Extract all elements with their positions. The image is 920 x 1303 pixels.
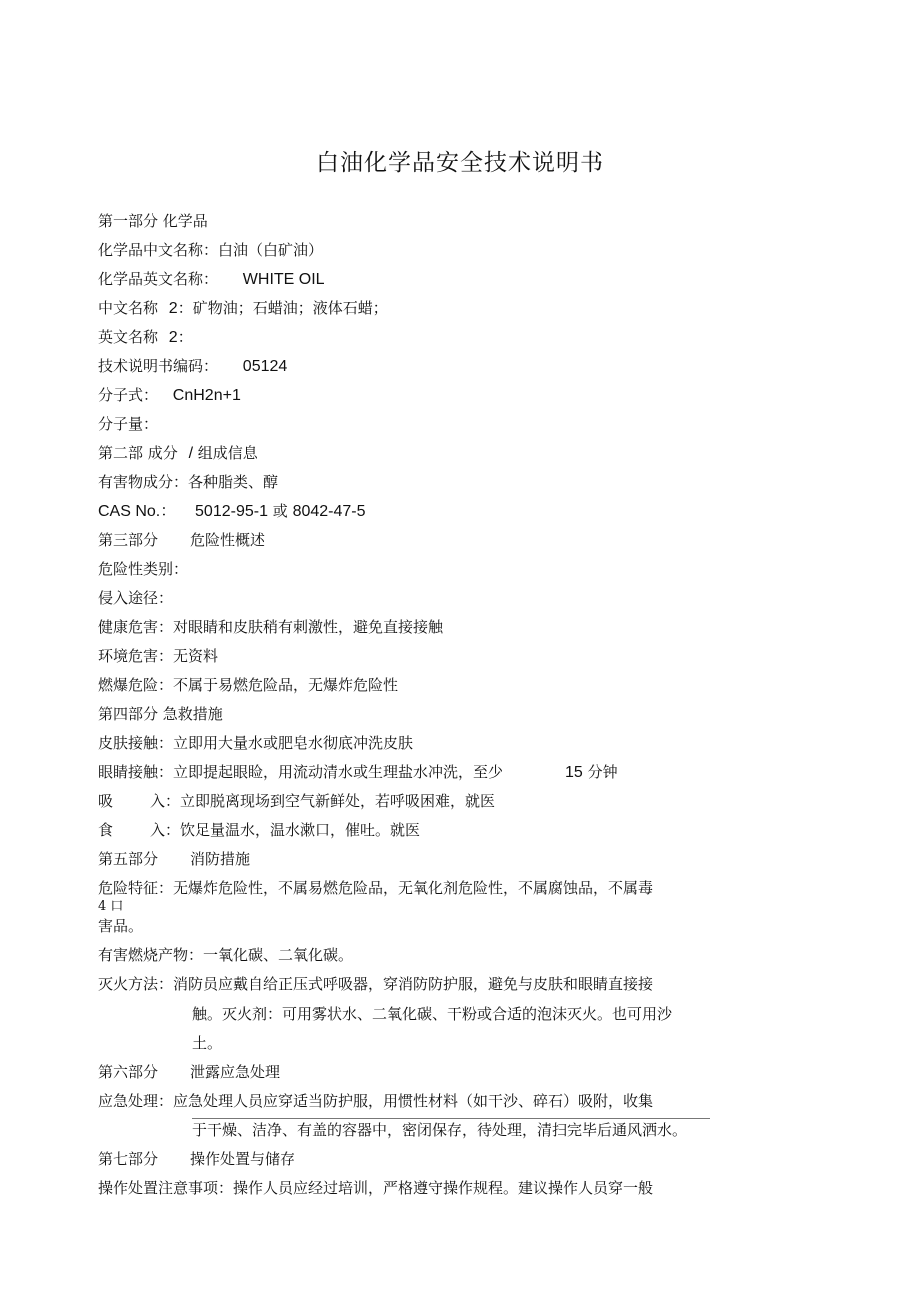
eye-unit: 分钟 <box>587 763 618 781</box>
env-row <box>98 646 218 666</box>
extinguish-label: 灭火方法： <box>98 975 174 993</box>
emergency-value-1: 应急处理人员应穿适当防护服，用惯性材料（如干沙、碎石）吸附，收集 <box>173 1092 654 1110</box>
inhale-char1: 吸 <box>98 792 114 810</box>
hazard-value: 各种脂类、醇 <box>188 473 279 491</box>
part7-heading-b: 操作处置与储存 <box>190 1150 296 1168</box>
eye-row <box>98 762 618 783</box>
cn-name2-num: 2 <box>168 300 178 317</box>
fire-label: 燃爆危险： <box>98 676 174 694</box>
health-label: 健康危害： <box>98 618 174 636</box>
en-name-row <box>98 269 325 290</box>
eye-num: 15 <box>565 764 583 781</box>
cas-value-1: 5012-95-1 <box>195 503 268 520</box>
combustion-value: 一氧化碳、二氧化碳。 <box>203 946 354 964</box>
code-label: 技术说明书编码： <box>98 357 219 375</box>
feature-row <box>98 878 653 898</box>
document-title: 白油化学品安全技术说明书 <box>316 150 604 176</box>
inhale-value: 立即脱离现场到空气新鲜处，若呼吸困难，就医 <box>180 792 496 810</box>
part2-heading <box>98 443 258 464</box>
ingest-char2: 入： <box>150 821 181 839</box>
combustion-row <box>98 945 353 965</box>
part2-heading-a: 第二部 成分 <box>98 444 178 462</box>
formula-value: CnH2n+1 <box>172 387 241 404</box>
feature-cont: 害品。 <box>98 917 144 935</box>
part2-heading-sep: / <box>188 445 194 462</box>
cn-name-label: 化学品中文名称： <box>98 241 219 259</box>
part6-heading <box>98 1062 280 1082</box>
hazard-label: 有害物成分： <box>98 473 189 491</box>
en-name2-label: 英文名称 <box>98 328 159 346</box>
inhale-row <box>98 791 495 811</box>
cn-name2-value: ：矿物油；石蜡油；液体石蜡； <box>177 299 388 317</box>
part4-heading: 第四部分 急救措施 <box>98 705 223 723</box>
route-label: 侵入途径： <box>98 589 174 607</box>
extinguish-row <box>98 974 653 994</box>
en-name2-num: 2 <box>168 329 178 346</box>
weight-label: 分子量： <box>98 415 159 433</box>
part3-heading-a: 第三部分 <box>98 531 159 549</box>
cn-name2-label: 中文名称 <box>98 299 159 317</box>
en-name-value: WHITE OIL <box>242 271 325 288</box>
skin-label: 皮肤接触： <box>98 734 174 752</box>
code-value: 05124 <box>242 358 288 375</box>
formula-label: 分子式： <box>98 386 159 404</box>
skin-row <box>98 733 413 753</box>
ingest-row <box>98 820 420 840</box>
part6-heading-b: 泄露应急处理 <box>190 1063 281 1081</box>
env-value: 无资料 <box>173 647 219 665</box>
handling-label: 操作处置注意事项： <box>98 1179 234 1197</box>
fire-value: 不属于易燃危险品，无爆炸危险性 <box>173 676 399 694</box>
cas-or: 或 <box>272 502 288 520</box>
handling-value: 操作人员应经过培训，严格遵守操作规程。建议操作人员穿一般 <box>233 1179 654 1197</box>
cas-value-2: 8042-47-5 <box>292 503 366 520</box>
part5-heading <box>98 849 250 869</box>
part7-heading <box>98 1149 295 1169</box>
cn-name-value: 白油（白矿油） <box>218 241 324 259</box>
eye-label: 眼睛接触： <box>98 763 174 781</box>
en-name2-value: ： <box>177 328 193 346</box>
feature-value: 无爆炸危险性，不属易燃危险品，无氧化剂危险性，不属腐蚀品，不属毒 <box>173 879 654 897</box>
fire-row <box>98 675 398 695</box>
ingest-value: 饮足量温水，温水漱口，催吐。就医 <box>180 821 421 839</box>
feature-label: 危险特征： <box>98 879 174 897</box>
handling-row <box>98 1178 653 1198</box>
extinguish-value-3: 土。 <box>192 1034 223 1052</box>
health-value: 对眼睛和皮肤稍有刺激性，避免直接接触 <box>173 618 444 636</box>
skin-value: 立即用大量水或肥皂水彻底冲洗皮肤 <box>173 734 414 752</box>
env-label: 环境危害： <box>98 647 174 665</box>
formula-row <box>98 385 241 406</box>
hazard-row <box>98 472 278 492</box>
part3-heading <box>98 530 265 550</box>
part7-heading-a: 第七部分 <box>98 1150 159 1168</box>
extinguish-value-1: 消防员应戴自给正压式呼吸器，穿消防防护服，避免与皮肤和眼睛直接接 <box>173 975 654 993</box>
ingest-char1: 食 <box>98 821 114 839</box>
en-name-label: 化学品英文名称： <box>98 270 219 288</box>
cas-label: CAS No.： <box>98 503 177 520</box>
emergency-row <box>98 1091 653 1111</box>
cn-name-row <box>98 240 323 260</box>
cn-name2-row <box>98 298 388 319</box>
category-label: 危险性类别： <box>98 560 189 578</box>
part5-heading-b: 消防措施 <box>190 850 251 868</box>
eye-value: 立即提起眼睑，用流动清水或生理盐水冲洗，至少 <box>173 763 504 781</box>
emergency-value-2: 于干燥、洁净、有盖的容器中，密闭保存，待处理，清扫完毕后通风洒水。 <box>192 1121 688 1139</box>
health-row <box>98 617 443 637</box>
combustion-label: 有害燃烧产物： <box>98 946 204 964</box>
inhale-char2: 入： <box>150 792 181 810</box>
emergency-label: 应急处理： <box>98 1092 174 1110</box>
extinguish-value-2: 触。灭火剂：可用雾状水、二氧化碳、干粉或合适的泡沫灭火。也可用沙 <box>192 1005 673 1023</box>
part6-heading-a: 第六部分 <box>98 1063 159 1081</box>
part1-heading: 第一部分 化学品 <box>98 212 208 230</box>
part2-heading-b: 组成信息 <box>197 444 258 462</box>
cas-row <box>98 501 366 522</box>
code-row <box>98 356 287 377</box>
stray-mark: 4 口 <box>98 899 124 914</box>
part3-heading-b: 危险性概述 <box>190 531 266 549</box>
en-name2-row <box>98 327 193 348</box>
part5-heading-a: 第五部分 <box>98 850 159 868</box>
underline-rule <box>192 1118 710 1119</box>
